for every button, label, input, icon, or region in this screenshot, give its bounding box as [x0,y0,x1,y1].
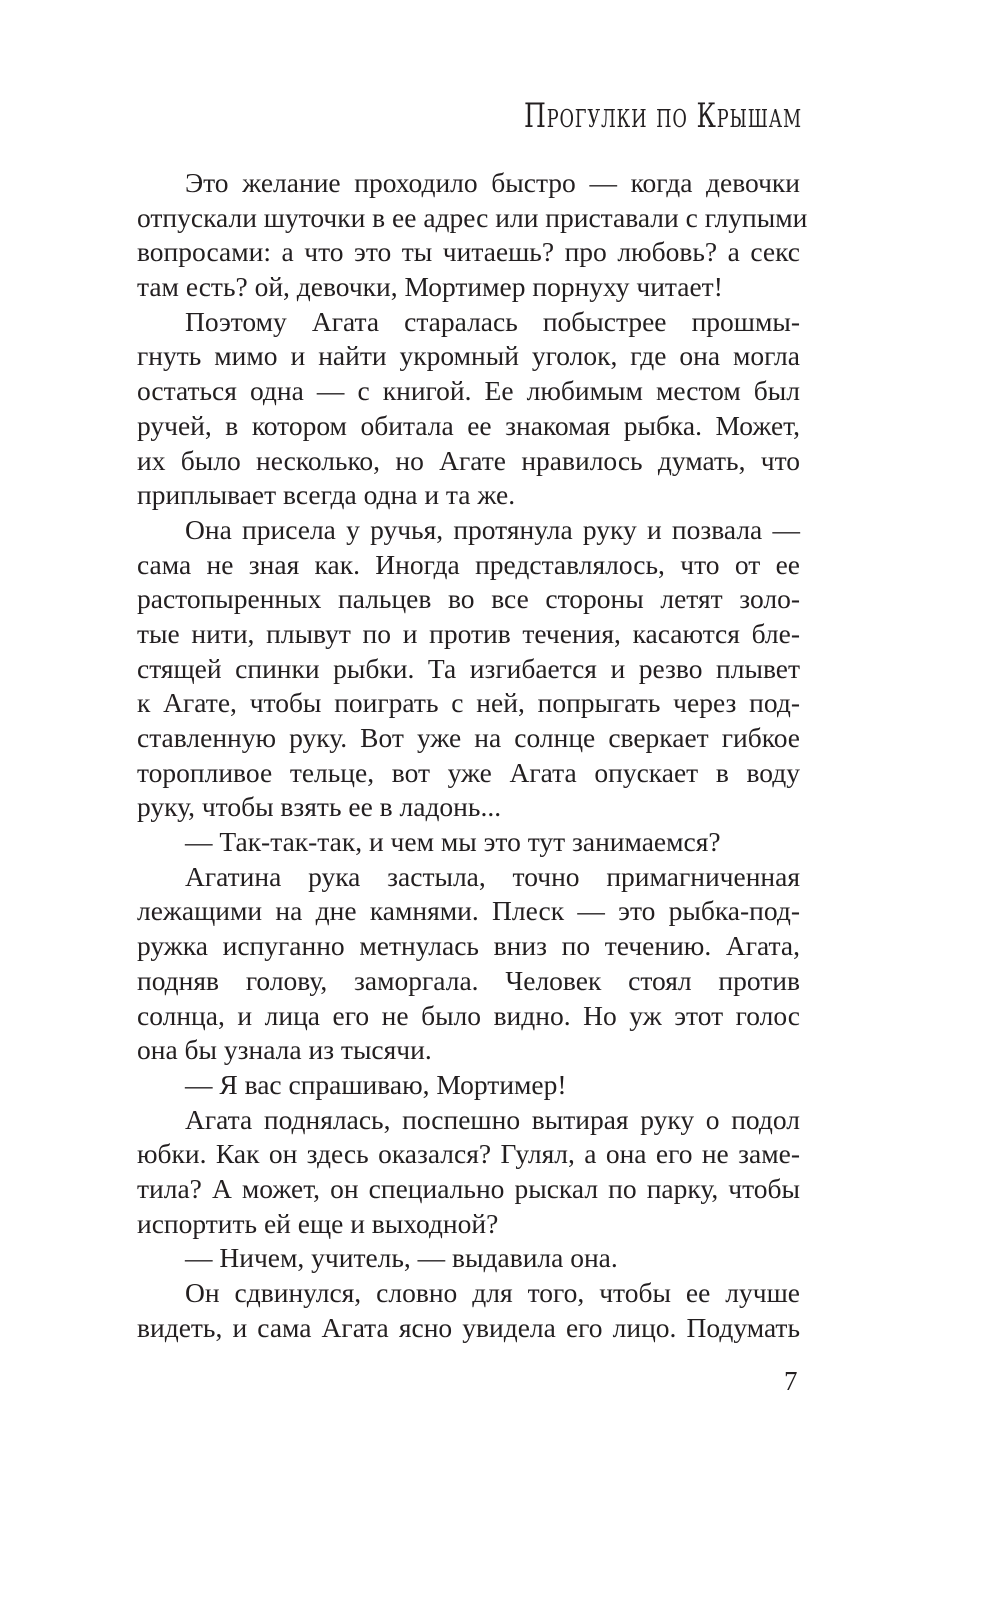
text-line: — Так-так-так, и чем мы это тут занимаемся? [185,826,721,858]
text-line: торопливое тельце, вот уже Агата опускает в воду [137,756,800,788]
text-line: Агата поднялась, поспешно вытирая руку о подол [185,1103,800,1135]
text-line: приплывает всегда одна и та же. [137,479,516,511]
text-line: там есть? ой, девочки, Мортимер порнуху читает! [137,271,723,303]
text-line: к Агате, чтобы поиграть с ней, попрыгать через под- [137,687,800,719]
text-line: ручей, в котором обитала ее знакомая рыбка. Может, [137,409,800,441]
page-number: 7 [784,1366,798,1396]
text-line: отпускали шуточки в ее адрес или приставали с глупыми [137,201,808,233]
text-line: подняв голову, заморгала. Человек стоял против [137,964,800,996]
text-line: вопросами: а что это ты читаешь? про любовь? а секс [137,236,800,268]
text-line: — Я вас спрашиваю, Мортимер! [185,1068,567,1100]
text-line: тила? А может, он специально рыскал по парку, чтобы [137,1172,800,1204]
text-line: она бы узнала из тысячи. [137,1034,432,1066]
text-line: — Ничем, учитель, — выдавила она. [185,1242,618,1274]
body-text [137,166,808,1345]
text-line: растопыренных пальцев во все стороны летят золо- [137,583,800,615]
text-line: остаться одна — с книгой. Ее любимым местом был [137,375,800,407]
text-line: лежащими на дне камнями. Плеск — это рыбка-под- [137,895,800,927]
text-line: ружка испуганно метнулась вниз по течению. Агата, [137,930,800,962]
text-line: Он сдвинулся, словно для того, чтобы ее лучше [185,1277,800,1308]
text-line: солнца, и лица его не было видно. Но уж этот голос [137,999,800,1031]
running-head-title: Прогулки по Крышам [524,96,802,136]
text-line: Она присела у ручья, протянула руку и позвала — [185,513,800,545]
text-line: юбки. Как он здесь оказался? Гулял, а она его не заме- [137,1138,800,1170]
text-line: их было несколько, но Агате нравилось думать, что [137,444,800,476]
text-line: руку, чтобы взять ее в ладонь... [137,791,502,823]
text-line: испортить ей еще и выходной? [137,1207,499,1239]
text-line: сама не зная как. Иногда представлялось, что от ее [137,548,800,580]
text-line: гнуть мимо и найти укромный уголок, где она могла [137,340,800,372]
text-line: видеть, и сама Агата ясно увидела его лицо. Подумать [137,1311,800,1343]
text-line: Поэтому Агата старалась побыстрее прошмы- [185,305,800,337]
text-line: ставленную руку. Вот уже на солнце сверкает гибкое [137,722,800,753]
text-line: Это желание проходило быстро — когда девочки [185,167,800,198]
text-line: тые нити, плывут по и против течения, касаются бле- [137,617,800,649]
text-line: Агатина рука застыла, точно примагниченная [185,860,800,892]
text-line: стящей спинки рыбки. Та изгибается и резво плывет [137,652,800,684]
